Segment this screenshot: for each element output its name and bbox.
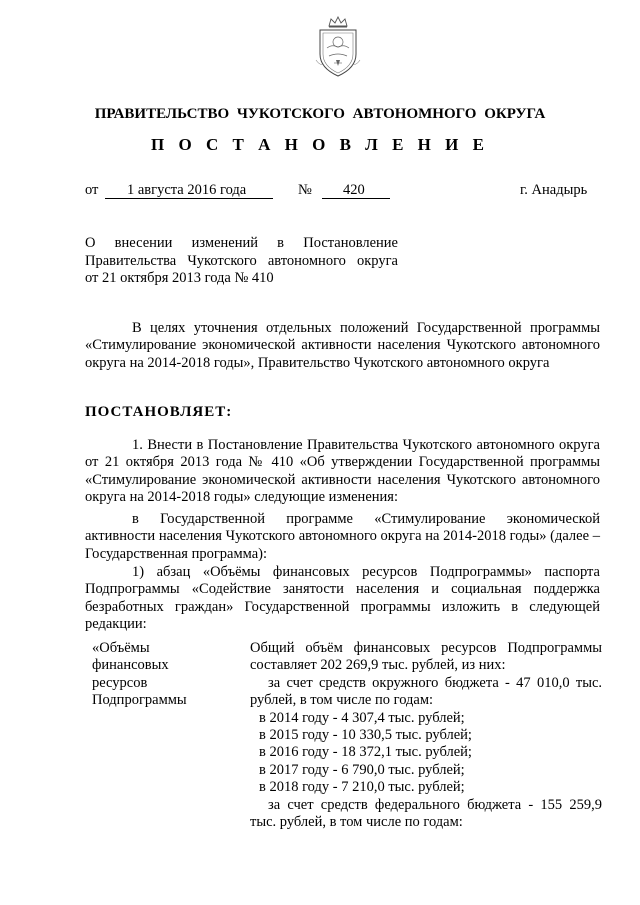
date-underline [105, 198, 273, 199]
number-label: № [298, 182, 312, 198]
document-subject [85, 235, 398, 288]
funding-label-line: ресурсов [92, 674, 148, 691]
document-number: 420 [343, 182, 365, 198]
funding-label-line: Подпрограммы [92, 692, 187, 709]
chukotka-coat-of-arms-icon [312, 16, 364, 80]
body-paragraph-1: 1. Внести в Постановление Правительства Чукотского автономного округа от 21 октября 2013 года № 410 «Об утверждении Государственной программы «Стимулирование экономической активности населения Чукотского автономного округа на 2014-2018 годы» следующие изменения: [85, 437, 600, 506]
funding-year-item: в 2014 году - 4 307,4 тыс. рублей; [259, 709, 465, 726]
funding-label-line: «Объёмы [92, 640, 150, 656]
number-underline [322, 198, 390, 199]
funding-total: Общий объём финансовых ресурсов Подпрограммы составляет 202 269,9 тыс. рублей, из них: [250, 640, 602, 674]
subject-line: О внесении изменений в Постановление [85, 235, 398, 251]
resolves-heading: ПОСТАНОВЛЯЕТ: [85, 404, 233, 420]
document-date: 1 августа 2016 года [127, 182, 247, 198]
preamble-paragraph: В целях уточнения отдельных положений Государственной программы «Стимулирование экономической активности населения Чукотского автономного округа на 2014-2018 годы», Правительство Чукотского автономного округа [85, 320, 600, 371]
document-type-title: П О С Т А Н О В Л Е Н И Е [151, 135, 489, 154]
body-paragraph-3: 1) абзац «Объёмы финансовых ресурсов Подпрограммы» паспорта Подпрограммы «Содействие занятости населения и социальная поддержка безработных граждан» Государственной программы изложить в следующей редакции: [85, 564, 600, 633]
funding-year-item: в 2016 году - 18 372,1 тыс. рублей; [259, 744, 472, 761]
body-paragraph-2: в Государственной программе «Стимулирование экономической активности населения Чукотского автономного округа на 2014-2018 годы» (далее – Государственная программа): [85, 511, 600, 562]
funding-federal-budget: за счет средств федерального бюджета - 155 259,9 тыс. рублей, в том числе по годам: [250, 796, 602, 831]
funding-label-cell [92, 640, 212, 710]
from-label: от [85, 182, 99, 198]
funding-value-cell [250, 640, 602, 831]
document-meta-line [85, 182, 600, 202]
subject-line: Правительства Чукотского автономного округа [85, 252, 398, 269]
funding-label-line: финансовых [92, 657, 169, 674]
subject-line: от 21 октября 2013 года № 410 [85, 270, 274, 286]
government-title: ПРАВИТЕЛЬСТВО ЧУКОТСКОГО АВТОНОМНОГО ОКРУГА [94, 106, 546, 122]
funding-district-budget: за счет средств окружного бюджета - 47 010,0 тыс. рублей, в том числе по годам: [250, 674, 602, 709]
funding-year-item: в 2017 году - 6 790,0 тыс. рублей; [259, 761, 465, 778]
funding-year-item: в 2018 году - 7 210,0 тыс. рублей; [259, 779, 465, 796]
city: г. Анадырь [520, 182, 588, 198]
funding-year-item: в 2015 году - 10 330,5 тыс. рублей; [259, 727, 472, 744]
